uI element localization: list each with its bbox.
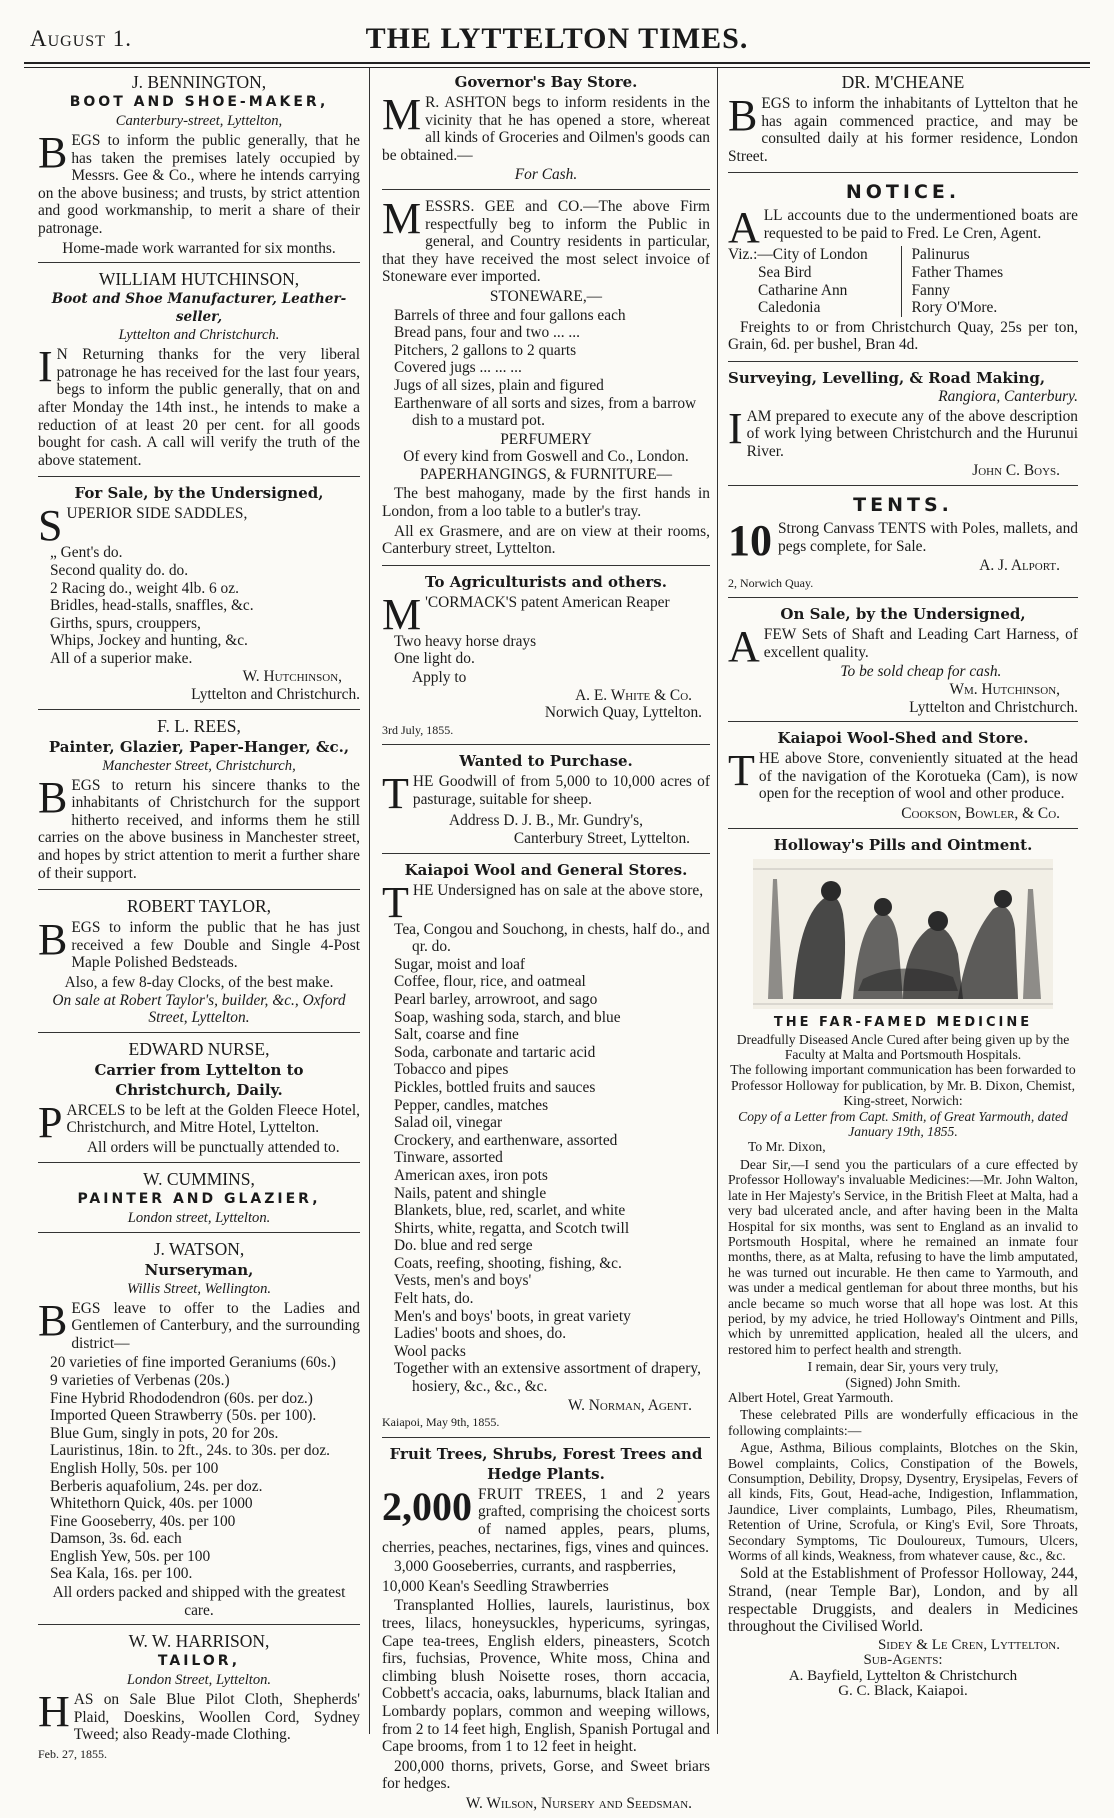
list-item: 2 Racing do., weight 4lb. 6 oz. <box>50 579 239 597</box>
ad-agriculturists <box>382 570 710 746</box>
ad-date: 3rd July, 1855. <box>382 722 454 737</box>
ad-signature: Sidey & Le Cren, Lyttelton. <box>877 1636 1060 1653</box>
drop-cap: H <box>38 1687 70 1737</box>
ad-signature-place: Norwich Quay, Lyttelton. <box>544 704 702 722</box>
ad-hutchinson <box>38 267 360 477</box>
drop-cap: T <box>382 877 409 927</box>
ad-saddles <box>38 481 360 709</box>
ad-mcheane <box>728 70 1078 173</box>
ad-name: DR. M'CHEANE <box>841 72 965 92</box>
ad-date: Feb. 27, 1855. <box>38 1747 107 1762</box>
list-item: Together with an extensive assortment of drapery, hosiery, &c., &c., &c. <box>394 1360 701 1396</box>
ad-heading: Surveying, Levelling, & Road Making, <box>728 368 1046 387</box>
column-divider <box>717 68 718 1734</box>
ad-sale-note: On sale at Robert Taylor's, builder, &c., Oxford Street, Lyttelton. <box>52 991 346 1027</box>
boat-list <box>728 246 1078 316</box>
column-divider <box>369 68 370 1734</box>
ad-text: G. C. Black, Kaiapoi. <box>838 1683 968 1700</box>
list-item: Salt, coarse and fine <box>394 1026 519 1044</box>
boat-name: Father Thames <box>911 263 1004 281</box>
list-item: Salad oil, vinegar <box>394 1114 503 1132</box>
drop-cap: I <box>728 403 743 453</box>
ad-note: For Cash. <box>514 166 578 184</box>
list-item: Damson, 3s. 6d. each <box>50 1530 182 1548</box>
newspaper-title: THE LYTTELTON TIMES. <box>365 22 749 55</box>
ad-text: Freights to or from Christchurch Quay, 25s per ton, Grain, 6d. per bushel, Bran 4d. <box>728 318 1078 354</box>
list-item: Bread pans, four and two ... ... <box>394 324 580 342</box>
list-item: Ladies' boots and shoes, do. <box>394 1325 567 1343</box>
list-item: Imported Queen Strawberry (50s. per 100). <box>50 1407 317 1425</box>
list-item: Jugs of all sizes, plain and figured <box>394 376 604 394</box>
ad-text: 10,000 Kean's Seedling Strawberries <box>382 1577 609 1595</box>
ad-date: Kaiapoi, May 9th, 1855. <box>382 1415 500 1430</box>
ad-text: Copy of a Letter from Capt. Smith, of Great Yarmouth, dated January 19th, 1855. <box>738 1108 1068 1140</box>
list-item: Nails, patent and shingle <box>394 1184 547 1202</box>
ad-body: R. ASHTON begs to inform residents in the vicinity that he has opened a store, whereat all kinds of Groceries and Oilmen's goods can be obtained.— <box>382 94 710 164</box>
ad-holloway <box>728 833 1078 1705</box>
ad-trade: Carrier from Lyttelton to Christchurch, Daily. <box>94 1060 304 1099</box>
ad-lead-number: 10 <box>728 515 772 565</box>
ad-text: A. Bayfield, Lyttelton & Christchurch <box>788 1667 1018 1684</box>
ad-wanted <box>382 749 710 853</box>
list-item: Sugar, moist and loaf <box>394 955 526 973</box>
list-item: Pearl barley, arrowroot, and sago <box>394 990 598 1008</box>
ad-apply: Apply to <box>412 669 467 687</box>
ad-trade: Boot and Shoe Manufacturer, Leather-seller, <box>51 291 347 326</box>
list-item: Second quality do. do. <box>50 561 189 579</box>
list-item: Lauristinus, 18in. to 2ft., 24s. to 30s. per doz. <box>50 1442 330 1460</box>
ad-trade: TAILOR, <box>157 1653 241 1670</box>
drop-cap: B <box>728 91 758 140</box>
list-item: Wool packs <box>394 1342 466 1360</box>
list-item: Coffee, flour, rice, and oatmeal <box>394 973 586 991</box>
list-item: Blankets, blue, red, scarlet, and white <box>394 1202 626 1220</box>
ad-signature: John C. Boys. <box>972 462 1060 480</box>
ad-text: The best mahogany, made by the first hands in London, from a loo table to a butler's tray. <box>382 485 710 521</box>
ad-heading: For Sale, by the Undersigned, <box>74 484 324 503</box>
ad-name: J. BENNINGTON, <box>131 72 267 92</box>
ad-note: All orders packed and shipped with the greatest care. <box>52 1584 346 1619</box>
ad-body: EGS to inform the public generally, that he has taken the premises lately occupied by Messrs. Gee & Co., where he intends carrying on the above business; and trusts, by strict attention and good workmanship, to merit a share of their patronage. <box>38 132 360 237</box>
list-item: Girths, spurs, crouppers, <box>50 614 201 632</box>
ad-address: Rangiora, Canterbury. <box>938 387 1078 405</box>
column-3 <box>728 70 1078 1750</box>
ad-signature: W. Hutchinson, <box>242 668 342 686</box>
ad-signature: A. J. Alport. <box>979 557 1060 575</box>
ad-text: 200,000 thorns, privets, Gorse, and Sweet briars for hedges. <box>382 1757 710 1793</box>
list-item: Crockery, and earthenware, assorted <box>394 1131 618 1149</box>
drop-cap: B <box>38 1295 68 1345</box>
ad-text: Albert Hotel, Great Yarmouth. <box>728 1389 894 1405</box>
ad-harrison <box>38 1629 360 1768</box>
list-item: 9 varieties of Verbenas (20s.) <box>50 1371 230 1389</box>
boat-name: Sea Bird <box>758 263 812 281</box>
drop-cap: S <box>38 501 63 551</box>
ad-surveying <box>728 366 1078 486</box>
ad-name: ROBERT TAYLOR, <box>126 896 272 917</box>
ad-heading: On Sale, by the Undersigned, <box>780 605 1026 624</box>
list-item: American axes, iron pots <box>394 1166 548 1184</box>
ad-text: Dreadfully Diseased Ancle Cured after being given up by the Faculty at Malta and Portsmouth Hospitals. <box>736 1031 1070 1063</box>
ad-address: Lyttelton and Christchurch. <box>118 327 280 344</box>
ad-body: FEW Sets of Shaft and Leading Cart Harness, of excellent quality. <box>763 626 1078 661</box>
ad-heading: Kaiapoi Wool-Shed and Store. <box>777 729 1029 748</box>
column-1 <box>38 70 360 1762</box>
engraving-illustration <box>753 859 1053 1009</box>
ad-body: LL accounts due to the undermentioned boats are requested to be paid to Fred. Le Cren, Agent. <box>763 207 1078 242</box>
ad-heading: To Agriculturists and others. <box>425 572 667 591</box>
ad-body: ARCELS to be left at the Golden Fleece Hotel, Christchurch, and Mitre Hotel, Lyttelton. <box>66 1101 360 1137</box>
ad-text: (Signed) John Smith. <box>845 1374 961 1390</box>
masthead-rule <box>24 62 1090 68</box>
list-item: 20 varieties of fine imported Geraniums (60s.) <box>50 1354 336 1372</box>
list-item: English Holly, 50s. per 100 <box>50 1459 219 1477</box>
ad-subheading: STONEWARE,— <box>489 287 603 305</box>
ad-body: N Returning thanks for the very liberal patronage he has received for the last four years, begs to inform the public generally, that on and after Monday the 14th inst., he intends to make a reduction of at least 20 per cent. for all goods bought for cash. A call will verify the truth of the above statement. <box>38 346 360 469</box>
boat-name: Catharine Ann <box>758 281 848 299</box>
ad-name: EDWARD NURSE, <box>128 1038 270 1059</box>
list-item: Shirts, white, regatta, and Scotch twill <box>394 1219 630 1237</box>
ad-heading: Wanted to Purchase. <box>459 752 633 771</box>
list-item: Barrels of three and four gallons each <box>394 306 626 324</box>
ad-name: J. WATSON, <box>153 1238 245 1259</box>
ad-text: Ague, Asthma, Bilious complaints, Blotches on the Skin, Bowel complaints, Colics, Constipation of the Bowels, Consumption, Debility, Dropsy, Dysentry, Erysipelas, Fevers of all kinds, Fits, Gout, Head-ache, Indigestion, Inflammation, Jaundice, Liver complaints, Lumbago, Piles, Rheumatism, Retention of Urine, Scrofula, or King's Evil, Sore Throats, Secondary Symptoms, Tic Douloureux, Tumours, Ulcers, Worms of all kinds, Weakness, from whatever cause, &c., &c. <box>728 1440 1078 1564</box>
ad-on-sale <box>728 602 1078 722</box>
ad-body: EGS leave to offer to the Ladies and Gentlemen of Canterbury, and the surrounding district— <box>71 1299 360 1352</box>
ad-body: EGS to inform the inhabitants of Lyttelton that he has again commenced practice, and may be consulted daily at his former residence, London Street. <box>728 95 1078 165</box>
ad-text: Transplanted Hollies, laurels, lauristinus, box trees, lilacs, honeysuckles, hypericums, syringas, Cape tea-trees, English elders, pineasters, Scotch firs, fuchsias, Provence, White moss, China and climbing blush Noisette roses, thorn accacia, Cobbett's accacia, oaks, laburnums, black Italian and Lombardy poplars, common and weeping willows, from 2 to 14 feet high, English, Spanish Portugal and Cape brooms, from 1 to 12 feet in height. <box>382 1597 710 1756</box>
ad-heading: Holloway's Pills and Ointment. <box>773 835 1033 854</box>
drop-cap: T <box>382 769 409 819</box>
ad-text: The following important communication has been forwarded to Professor Holloway for publication, by Mr. B. Dixon, Chemist, King-street, Norwich: <box>730 1062 1076 1109</box>
ad-text: These celebrated Pills are wonderfully efficacious in the following complaints:— <box>728 1407 1078 1438</box>
ad-trade: Nurseryman, <box>144 1260 254 1279</box>
list-item: Bridles, head-stalls, snaffles, &c. <box>50 597 254 615</box>
ad-subheading: Sub-Agents: <box>863 1652 943 1669</box>
list-item: Tea, Congou and Souchong, in chests, half do., and qr. do. <box>394 920 710 956</box>
list-item: Earthenware of all sorts and sizes, from a barrow dish to a mustard pot. <box>394 394 697 430</box>
ad-watson <box>38 1237 360 1626</box>
drop-cap: A <box>728 622 760 672</box>
ad-address: London Street, Lyttelton. <box>126 1672 272 1689</box>
list-item: English Yew, 50s. per 100 <box>50 1547 211 1565</box>
ad-body: AM prepared to execute any of the above description of work lying between Christchurch and the Hurunui River. <box>746 407 1078 460</box>
ad-body: EGS to return his sincere thanks to the inhabitants of Christchurch for the support hitherto received, and informs them he still carries on the above business in Manchester street, and hopes by strict attention to merit a further share of their support. <box>38 776 360 882</box>
ad-address: Canterbury Street, Lyttelton. <box>513 830 690 847</box>
ad-cummins <box>38 1167 360 1233</box>
ad-heading: Governor's Bay Store. <box>454 73 638 91</box>
ad-subheading: THE FAR-FAMED MEDICINE <box>773 1014 1033 1030</box>
ad-rees <box>38 714 360 891</box>
ad-subheading: PERFUMERY <box>500 430 592 448</box>
ad-body: ESSRS. GEE and CO.—The above Firm respectfully beg to inform the Public in general, and Country residents in particular, that they have received the most select invoice of Stoneware ever imported. <box>382 197 710 286</box>
ad-body: FRUIT TREES, 1 and 2 years grafted, comprising the choicest sorts of named apples, pears, plums, cherries, peaches, nectarines, figs, vines and quinces. <box>382 1485 710 1556</box>
drop-cap: A <box>728 203 760 253</box>
ad-taylor <box>38 894 360 1033</box>
drop-cap: B <box>38 772 68 822</box>
ad-address: Willis Street, Wellington. <box>126 1280 272 1297</box>
ad-trade: PAINTER AND GLAZIER, <box>77 1190 321 1207</box>
ad-body: AS on Sale Blue Pilot Cloth, Shepherds' Plaid, Doeskins, Woollen Cord, Sydney Tweed; also Ready-made Clothing. <box>73 1691 360 1744</box>
list-item: Fine Hybrid Rhododendron (60s. per doz.) <box>50 1389 313 1407</box>
list-item: Coats, reefing, shooting, fishing, &c. <box>394 1254 622 1272</box>
ad-signature: Cookson, Bowler, & Co. <box>901 805 1060 823</box>
list-item: Pitchers, 2 gallons to 2 quarts <box>394 341 577 359</box>
ad-body: HE Goodwill of from 5,000 to 10,000 acres of pasturage, suitable for sheep. <box>412 773 710 808</box>
ad-body: EGS to inform the public that he has just received a few Double and Single 4-Post Maple Polished Bedsteads. <box>71 919 360 972</box>
ad-heading: Fruit Trees, Shrubs, Forest Trees and Hedge Plants. <box>389 1444 703 1483</box>
list-item: Felt hats, do. <box>394 1290 474 1308</box>
ad-trade: Painter, Glazier, Paper-Hanger, &c., <box>48 737 350 756</box>
ad-nurse <box>38 1037 360 1163</box>
ad-name: WILLIAM HUTCHINSON, <box>98 269 300 290</box>
boat-name: Rory O'More. <box>911 299 998 317</box>
ad-body: HE Undersigned has on sale at the above store, <box>412 881 704 899</box>
ad-note: Home-made work warranted for six months. <box>62 239 336 257</box>
ad-gee <box>382 194 710 566</box>
ad-subheading: PAPERHANGINGS, & FURNITURE— <box>419 465 673 483</box>
ad-lead-number: 2,000 <box>382 1483 472 1529</box>
ad-heading: TENTS. <box>853 493 953 516</box>
ad-address: London street, Lyttelton. <box>127 1209 271 1226</box>
ad-notice <box>728 177 1078 362</box>
drop-cap: T <box>728 746 755 796</box>
ad-first-line: UPERIOR SIDE SADDLES, <box>66 505 248 523</box>
drop-cap: B <box>38 128 68 177</box>
list-item: Sea Kala, 16s. per 100. <box>50 1565 193 1583</box>
boat-name: Palinurus <box>911 246 970 264</box>
ad-text: Of every kind from Goswell and Co., London. <box>403 448 689 466</box>
list-item: All of a superior make. <box>50 649 193 667</box>
ad-name: W. W. HARRISON, <box>128 1631 270 1652</box>
column-2 <box>382 70 710 1812</box>
ad-heading: NOTICE. <box>845 181 961 204</box>
ad-governors-bay <box>382 70 710 190</box>
drop-cap: B <box>38 915 68 965</box>
ad-name: F. L. REES, <box>157 715 241 736</box>
ad-signature-place: Lyttelton and Christchurch. <box>191 686 360 704</box>
ad-body: Strong Canvass TENTS with Poles, mallets, and pegs complete, for Sale. <box>778 519 1078 555</box>
list-item: Soap, washing soda, starch, and blue <box>394 1008 621 1026</box>
ad-trade: BOOT AND SHOE-MAKER, <box>69 94 329 110</box>
ad-signature-place: Lyttelton and Christchurch. <box>909 698 1078 716</box>
list-item: Two heavy horse drays <box>394 632 537 650</box>
ad-signature: W. Wilson, Nursery and Seedsman. <box>465 1794 692 1812</box>
boat-name: Caledonia <box>758 299 821 317</box>
ad-tents <box>728 490 1078 598</box>
ad-letter: Dear Sir,—I send you the particulars of a cure effected by Professor Holloway's invaluable Medicines:—Mr. John Walton, late in Her Majesty's Service, in the British Fleet at Malta, had a very bad ulcerated ancle, and after having been in the Malta Hospital for six months, was sent to England as an invalid to Portsmouth Hospital, where he remained an inmate four months, there, as at Malta, refusing to have the limb amputated, he was turned out incurable. He then came to Yarmouth, and was under a medical gentleman for about three months, but his ancle became so much worse that all hope was lost. At this period, by my advice, he tried Holloway's Ointment and Pills, which by unremitted application, healed all the ulcers, and restored him to perfect health and strength. <box>728 1156 1078 1357</box>
issue-date: August 1. <box>30 26 132 51</box>
ad-wool-shed <box>728 726 1078 828</box>
list-item: Fine Gooseberry, 40s. per 100 <box>50 1512 236 1530</box>
drop-cap: I <box>38 342 53 392</box>
ad-fruit-trees <box>382 1442 710 1818</box>
boat-name: Fanny <box>911 281 950 299</box>
ad-signature: Wm. Hutchinson, <box>949 681 1060 699</box>
ad-address: Address D. J. B., Mr. Gundry's, <box>449 812 643 830</box>
list-item: Soda, carbonate and tartaric acid <box>394 1043 596 1061</box>
drop-cap: M <box>382 589 422 639</box>
ad-bennington <box>38 70 360 263</box>
ad-text: To Mr. Dixon, <box>748 1139 826 1155</box>
list-item: Blue Gum, singly in pots, 20 for 20s. <box>50 1424 279 1442</box>
ad-body: HE above Store, conveniently situated at the head of the navigation of the Korotueka (Cam), is now open for the reception of wool and other produce. <box>758 750 1078 803</box>
list-item: Whips, Jockey and hunting, &c. <box>50 632 248 650</box>
list-item: Men's and boys' boots, in great variety <box>394 1307 631 1325</box>
ad-text: 3,000 Gooseberries, currants, and raspberries, <box>394 1558 677 1576</box>
boat-name: Viz.:—City of London <box>728 246 868 264</box>
ad-name: W. CUMMINS, <box>143 1168 255 1189</box>
ad-first-line: 'CORMACK'S patent American Reaper <box>425 593 670 611</box>
list-item: Berberis aquafolium, 24s. per doz. <box>50 1477 263 1495</box>
list-item: Do. blue and red serge <box>394 1237 533 1255</box>
list-item: Pepper, candles, matches <box>394 1096 549 1114</box>
list-item: Covered jugs ... ... ... <box>394 359 522 377</box>
ad-text: I remain, dear Sir, yours very truly, <box>807 1359 999 1375</box>
ad-address: Manchester Street, Christchurch, <box>102 757 296 774</box>
ad-note: Also, a few 8-day Clocks, of the best make. <box>64 974 334 991</box>
ad-address: Canterbury-street, Lyttelton, <box>115 113 283 129</box>
ad-heading: Kaiapoi Wool and General Stores. <box>404 860 688 879</box>
ad-address: 2, Norwich Quay. <box>728 575 814 590</box>
ad-text: All ex Grasmere, and are on view at their rooms, Canterbury street, Lyttelton. <box>382 522 710 558</box>
list-item: Vests, men's and boys' <box>394 1272 532 1290</box>
list-item: One light do. <box>394 650 475 668</box>
list-item: Tinware, assorted <box>394 1149 503 1167</box>
ad-text: Sold at the Establishment of Professor Holloway, 244, Strand, (near Temple Bar), London, and by all respectable Druggists, and dealers in Medicines throughout the Civilised World. <box>728 1565 1078 1636</box>
list-item: Tobacco and pipes <box>394 1061 509 1079</box>
list-item: Whitethorn Quick, 40s. per 1000 <box>50 1495 253 1513</box>
drop-cap: M <box>382 90 422 139</box>
ad-note: To be sold cheap for cash. <box>840 663 1002 681</box>
list-item: Pickles, bottled fruits and sauces <box>394 1078 596 1096</box>
ad-signature: W. Norman, Agent. <box>567 1396 692 1414</box>
drop-cap: M <box>382 193 422 243</box>
list-item: „ Gent's do. <box>50 544 123 562</box>
drop-cap: P <box>38 1097 63 1147</box>
ad-signature: A. E. White & Co. <box>575 686 692 704</box>
ad-kaiapoi-stores <box>382 858 710 1438</box>
masthead <box>24 18 1090 55</box>
ad-note: All orders will be punctually attended to. <box>86 1138 340 1156</box>
